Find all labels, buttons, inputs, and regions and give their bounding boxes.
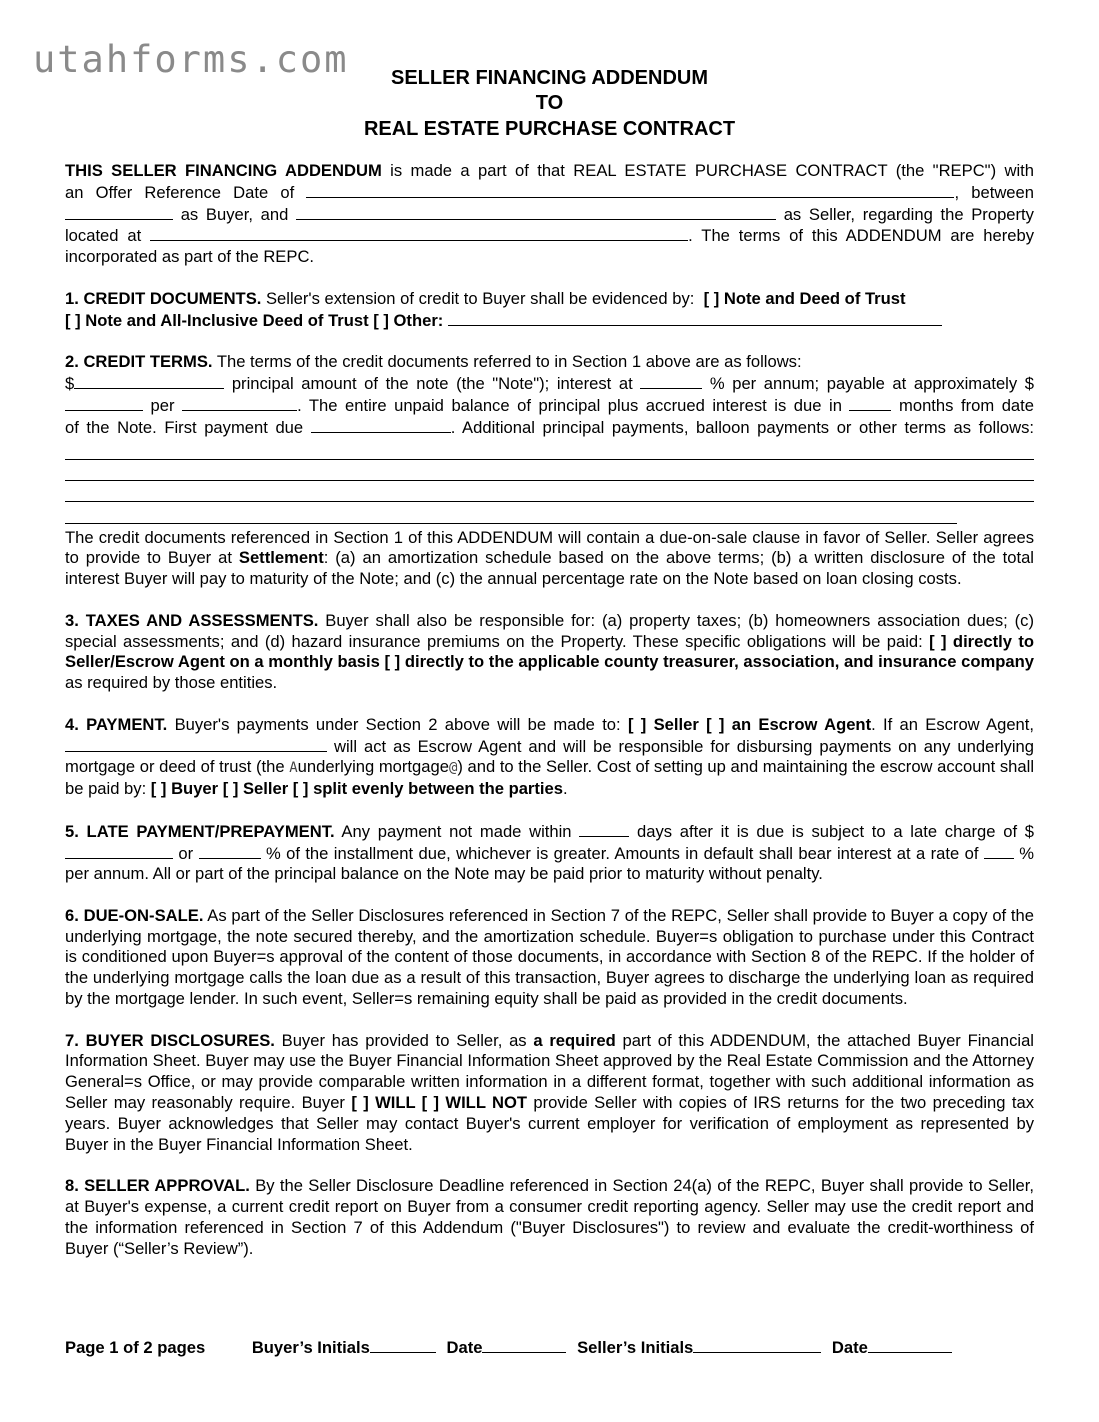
document-title-to: TO: [535, 92, 564, 114]
section-credit-documents: 1. CREDIT DOCUMENTS. Seller's extension of credit to Buyer shall be evidenced by: [ ] Note and Deed of Trust [ ] Note and All-Inclusive Deed of Trust [ ] Other:: [65, 289, 1034, 332]
additional-terms-line[interactable]: [65, 502, 957, 523]
payment-period-field[interactable]: [182, 395, 297, 411]
escrow-agent-field[interactable]: [65, 736, 327, 752]
watermark: utahforms.com: [33, 38, 349, 81]
offer-reference-date-field[interactable]: [306, 182, 954, 198]
due-months-field[interactable]: [849, 395, 891, 411]
seller-date-field[interactable]: [868, 1337, 952, 1353]
additional-terms-line[interactable]: [65, 460, 1034, 481]
buyer-initials-field[interactable]: [370, 1337, 436, 1353]
page-number: Page 1 of 2 pages: [65, 1338, 206, 1357]
section-seller-approval: 8. SELLER APPROVAL. By the Seller Disclosure Deadline referenced in Section 24(a) of the REPC, Buyer shall provide to Seller, at Buyer's expense, a current credit report on Buyer from a consumer credit reporting agency. Seller may use the credit report and the information referenced in Section 7 of this Addendum ("Buyer Disclosures") to review and evaluate the credit-worthiness of Buyer (“Seller’s Review”).: [65, 1176, 1034, 1258]
buyer-date-field[interactable]: [482, 1337, 566, 1353]
buyer-name-field[interactable]: [65, 204, 173, 220]
irs-returns-checkboxes[interactable]: [ ] WILL [ ] WILL NOT: [351, 1093, 528, 1113]
section-taxes-assessments: 3. TAXES AND ASSESSMENTS. Buyer shall also be responsible for: (a) property taxes; (b) homeowners association dues; (c) special assessments; and (d) hazard insurance premiums on the Property. These specific obligations will be paid: [ ] directly to Seller/Escrow Agent on a monthly basis [ ] directly to the applicable county treasurer, association, and insurance company as required by those entities.: [65, 610, 1034, 693]
payment-amount-field[interactable]: [65, 395, 143, 411]
section-heading: 4. PAYMENT.: [65, 714, 168, 734]
section-credit-terms: 2. CREDIT TERMS. The terms of the credit documents referred to in Section 1 above are as follows: $ principal amount of the note (the "Note"); interest at % per annum; payable at approximately $ per . The entire unpaid balance of principal plus accrued interest is due in months from date of the Note. First payment due . Additional principal payments, balloon payments or other terms as follows: The credit documents referenced in Section 1 of this ADDENDUM will contain a due-on-sale clause in favor of Seller. Seller agrees to provide to Buyer at Settlement: (a) an amortization schedule based on the above terms; (b) a written disclosure of the total interest Buyer will pay to maturity of the Note; and (c) the annual percentage rate on the Note based on loan closing costs.: [65, 352, 1034, 589]
additional-terms-line[interactable]: [65, 438, 1034, 459]
other-credit-document-field[interactable]: [448, 310, 942, 326]
section-heading: 2. CREDIT TERMS.: [65, 352, 213, 372]
page-footer: Page 1 of 2 pages Buyer’s Initials Date Seller’s Initials Date: [65, 1337, 952, 1358]
section-heading: 1. CREDIT DOCUMENTS.: [65, 288, 262, 308]
section-late-payment: 5. LATE PAYMENT/PREPAYMENT. Any payment not made within days after it is due is subject to a late charge of $ or % of the installment due, whichever is greater. Amounts in default shall bear interest at a rate of % per annum. All or part of the principal balance on the Note may be paid prior to maturity without penalty.: [65, 821, 1035, 884]
section-heading: 8. SELLER APPROVAL.: [65, 1176, 250, 1196]
interest-rate-field[interactable]: [640, 373, 702, 389]
section-heading: 6. DUE-ON-SALE.: [65, 905, 204, 925]
escrow-cost-checkboxes[interactable]: [ ] Buyer [ ] Seller [ ] split evenly between the parties: [150, 779, 563, 799]
section-heading: 3. TAXES AND ASSESSMENTS.: [65, 610, 319, 630]
additional-terms-line[interactable]: [65, 481, 1034, 502]
document-subtitle: REAL ESTATE PURCHASE CONTRACT: [363, 118, 736, 140]
late-days-field[interactable]: [579, 821, 629, 837]
default-interest-rate-field[interactable]: [984, 843, 1014, 859]
section-payment: 4. PAYMENT. Buyer's payments under Section 2 above will be made to: [ ] Seller [ ] an Escrow Agent. If an Escrow Agent, will act as Escrow Agent and will be responsible for disbursing payments on any underlying mortgage or deed of trust (the Aunderlying mortgage@) and to the Seller. Cost of setting up and maintaining the escrow account shall be paid by: [ ] Buyer [ ] Seller [ ] split evenly between the parties.: [65, 714, 1035, 799]
tax-payment-checkboxes[interactable]: [ ] directly to Seller/Escrow Agent on a monthly basis [ ] directly to the applicable county treasurer, association, and insurance company: [65, 631, 1034, 672]
document-title: SELLER FINANCING ADDENDUM: [390, 67, 709, 89]
first-payment-date-field[interactable]: [311, 417, 451, 433]
payee-checkboxes[interactable]: [ ] Seller [ ] an Escrow Agent: [627, 714, 872, 734]
intro-paragraph: THIS SELLER FINANCING ADDENDUM is made a part of that REAL ESTATE PURCHASE CONTRACT (the "REPC") with an Offer Reference Date of , between as Buyer, and as Seller, regarding the Property located at . The terms of this ADDENDUM are hereby incorporated as part of the REPC.: [65, 161, 1034, 267]
principal-amount-field[interactable]: [74, 373, 224, 389]
section-heading: 7. BUYER DISCLOSURES.: [65, 1030, 275, 1050]
late-charge-percent-field[interactable]: [199, 843, 261, 859]
section-heading: 5. LATE PAYMENT/PREPAYMENT.: [65, 821, 335, 841]
note-deed-of-trust-checkbox[interactable]: [ ] Note and Deed of Trust: [703, 288, 906, 308]
seller-initials-field[interactable]: [693, 1337, 821, 1353]
section-buyer-disclosures: 7. BUYER DISCLOSURES. Buyer has provided to Seller, as a required part of this ADDENDUM, the attached Buyer Financial Information Sheet. Buyer may use the Buyer Financial Information Sheet approved by the Real Estate Commission and the Attorney General=s Office, or may provide comparable written information in a different format, together with such additional information as Seller may reasonably require. Buyer [ ] WILL [ ] WILL NOT provide Seller with copies of IRS returns for the two preceding tax years. Buyer acknowledges that Seller may contact Buyer's current employer for verification of employment as represented by Buyer in the Buyer Financial Information Sheet.: [65, 1030, 1034, 1154]
document-body: [65, 161, 1034, 1259]
late-charge-amount-field[interactable]: [65, 843, 173, 859]
section-due-on-sale: 6. DUE-ON-SALE. As part of the Seller Disclosures referenced in Section 7 of the REPC, Seller shall provide to Buyer a copy of the underlying mortgage, the note secured thereby, and the amortization schedule. Buyer=s obligation to purchase under this Contract is conditioned upon Buyer=s approval of the content of those documents, in accordance with Section 8 of the REPC. If the holder of the underlying mortgage calls the loan due as a result of this transaction, Buyer agrees to discharge the underlying loan as required by the mortgage lender. In such event, Seller=s remaining equity shall be paid as provided in the credit documents.: [65, 905, 1034, 1009]
seller-name-field[interactable]: [296, 204, 776, 220]
property-address-field[interactable]: [150, 225, 688, 241]
all-inclusive-deed-checkbox[interactable]: [ ] Note and All-Inclusive Deed of Trust [ ] Other:: [65, 310, 444, 330]
